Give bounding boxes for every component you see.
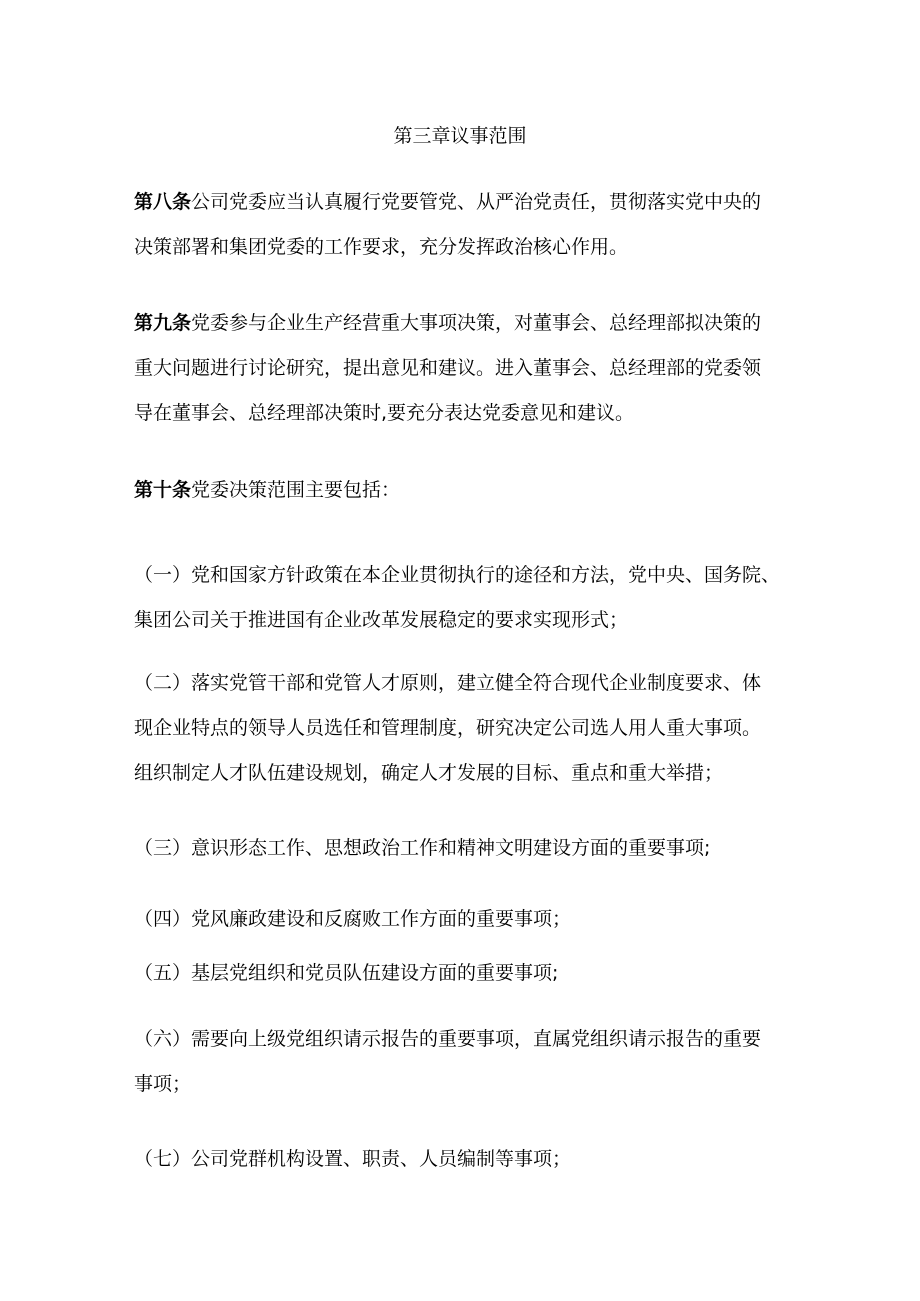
item-5-paragraph xyxy=(134,951,800,996)
item-2-line-2: 现企业特点的领导人员选任和管理制度，研究决定公司选人用人重大事项。 xyxy=(134,717,762,739)
item-3-line-1: （三）意识形态工作、思想政治工作和精神文明建设方面的重要事项; xyxy=(134,837,711,859)
article-9-line-2: 重大问题进行讨论研究，提出意见和建议。进入董事会、总经理部的党委领 xyxy=(134,357,762,379)
item-2-line-1: （二）落实党管干部和党管人才原则，建立健全符合现代企业制度要求、体 xyxy=(134,672,762,694)
article-10-paragraph xyxy=(134,468,800,513)
item-3-paragraph xyxy=(134,826,800,871)
item-7-paragraph xyxy=(134,1137,800,1182)
item-2-line-3: 组织制定人才队伍建设规划，确定人才发展的目标、重点和重大举措； xyxy=(134,762,724,784)
article-9-line-1: 第九条党委参与企业生产经营重大事项决策，对董事会、总经理部拟决策的 xyxy=(134,312,762,334)
article-9-paragraph xyxy=(134,301,800,436)
article-8-line-1: 第八条公司党委应当认真履行党要管党、从严治党责任，贯彻落实党中央的 xyxy=(134,191,762,213)
item-7-line-1: （七）公司党群机构设置、职责、人员编制等事项； xyxy=(134,1148,572,1170)
item-6-line-1: （六）需要向上级党组织请示报告的重要事项，直属党组织请示报告的重要 xyxy=(134,1028,762,1050)
item-1-line-2: 集团公司关于推进国有企业改革发展稳定的要求实现形式； xyxy=(134,609,629,631)
item-4-line-1: （四）党风廉政建设和反腐败工作方面的重要事项； xyxy=(134,908,572,930)
item-6-paragraph xyxy=(134,1017,800,1107)
article-9-line-3: 导在董事会、总经理部决策时,要充分表达党委意见和建议。 xyxy=(134,402,635,424)
item-2-paragraph xyxy=(134,661,800,796)
article-10-label: 第十条 xyxy=(134,479,192,501)
article-8-label: 第八条 xyxy=(134,191,192,213)
article-8-paragraph xyxy=(134,180,800,270)
item-4-paragraph xyxy=(134,897,800,942)
chapter-title: 第三章议事范围 xyxy=(393,125,527,147)
item-1-paragraph xyxy=(134,553,800,643)
item-5-line-1: （五）基层党组织和党员队伍建设方面的重要事项; xyxy=(134,962,559,984)
article-9-label: 第九条 xyxy=(134,312,192,334)
item-6-line-2: 事项； xyxy=(134,1073,192,1095)
item-1-line-1: （一）党和国家方针政策在本企业贯彻执行的途径和方法，党中央、国务院、 xyxy=(134,564,781,586)
article-10-line-1: 第十条党委决策范围主要包括： xyxy=(134,479,401,501)
article-8-line-2: 决策部署和集团党委的工作要求，充分发挥政治核心作用。 xyxy=(134,236,629,258)
